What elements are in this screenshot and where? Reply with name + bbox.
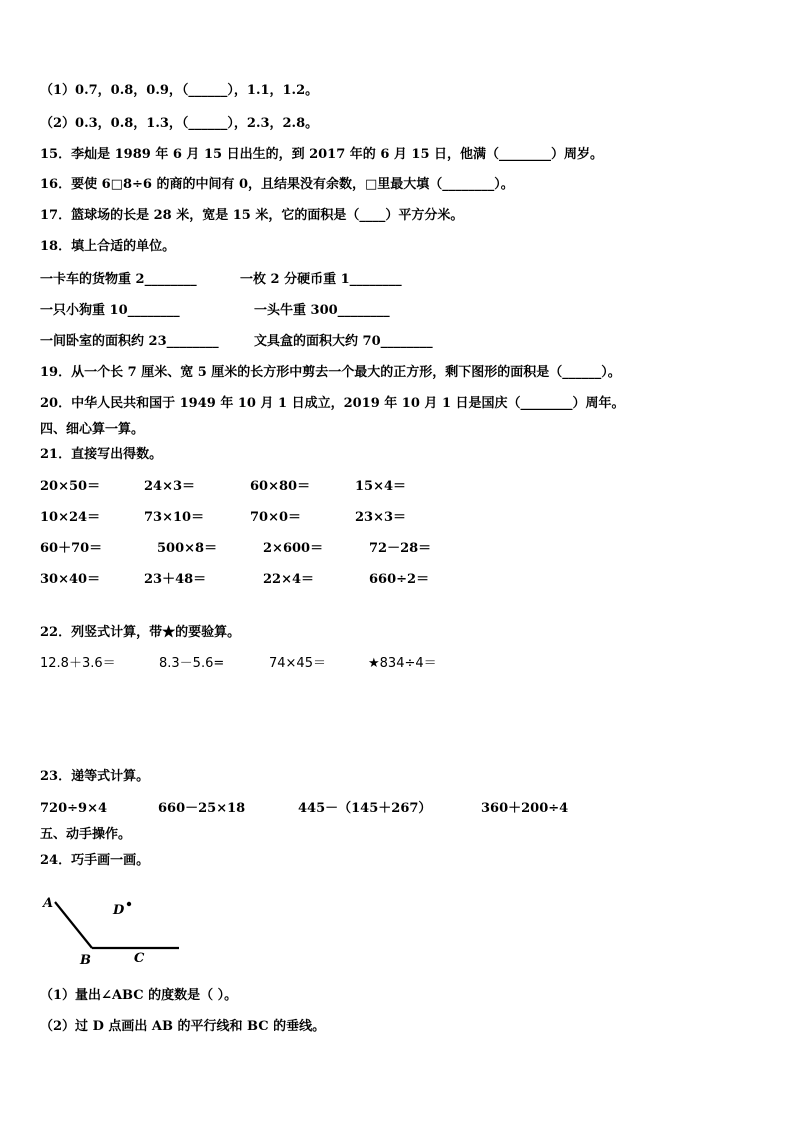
q21-cell: 15×4＝ xyxy=(355,479,407,494)
q18-item: 文具盒的面积大约 70________ xyxy=(254,334,433,349)
q21-cell: 70×0＝ xyxy=(250,510,302,525)
q22-item: 12.8＋3.6＝ xyxy=(40,656,116,671)
question-24-title: 24．巧手画一画。 xyxy=(40,853,150,868)
q21-cell: 22×4＝ xyxy=(263,572,315,587)
q22-item: 8.3－5.6= xyxy=(159,656,225,671)
q18-item: 一间卧室的面积约 23________ xyxy=(40,334,219,349)
q23-item: 660－25×18 xyxy=(158,801,246,816)
q22-item: 74×45＝ xyxy=(269,656,326,671)
q21-cell: 30×40＝ xyxy=(40,572,101,587)
q23-item: 445－（145＋267） xyxy=(298,801,432,816)
angle-abc-figure xyxy=(38,888,188,968)
q14-part2: （2）0.3，0.8，1.3，（______），2.3，2.8。 xyxy=(40,116,319,131)
q21-cell: 73×10＝ xyxy=(144,510,205,525)
q21-cell: 20×50＝ xyxy=(40,479,101,494)
q18-item: 一卡车的货物重 2________ xyxy=(40,272,197,287)
question-16: 16．要使 6□8÷6 的商的中间有 0，且结果没有余数，□里最大填（________）。 xyxy=(40,177,514,192)
ray-ba xyxy=(55,902,92,948)
section-5-heading: 五、动手操作。 xyxy=(40,827,132,842)
question-17: 17．篮球场的长是 28 米，宽是 15 米，它的面积是（____）平方分米。 xyxy=(40,208,464,223)
q21-cell: 500×8＝ xyxy=(157,541,218,556)
q18-item: 一只小狗重 10________ xyxy=(40,303,180,318)
q18-item: 一头牛重 300________ xyxy=(254,303,390,318)
label-b: B xyxy=(80,953,91,968)
point-d xyxy=(127,902,131,906)
question-19: 19．从一个长 7 厘米、宽 5 厘米的长方形中剪去一个最大的正方形，剩下图形的面积是（______）。 xyxy=(40,365,621,380)
q23-item: 720÷9×4 xyxy=(40,801,108,816)
q14-part1: （1）0.7，0.8，0.9，（______），1.1，1.2。 xyxy=(40,83,319,98)
question-18-title: 18．填上合适的单位。 xyxy=(40,239,176,254)
q21-cell: 72－28＝ xyxy=(369,541,432,556)
q21-cell: 23＋48＝ xyxy=(144,572,207,587)
question-23-title: 23．递等式计算。 xyxy=(40,769,150,784)
label-d: D xyxy=(113,903,125,918)
q23-item: 360＋200÷4 xyxy=(481,801,569,816)
q21-cell: 10×24＝ xyxy=(40,510,101,525)
q21-cell: 2×600＝ xyxy=(263,541,324,556)
q24-part1: （1）量出∠ABC 的度数是（ ）。 xyxy=(40,988,238,1003)
q21-cell: 660÷2＝ xyxy=(369,572,430,587)
q24-part2: （2）过 D 点画出 AB 的平行线和 BC 的垂线。 xyxy=(40,1019,326,1034)
question-21-title: 21．直接写出得数。 xyxy=(40,447,163,462)
q21-cell: 60＋70＝ xyxy=(40,541,103,556)
q18-item: 一枚 2 分硬币重 1________ xyxy=(240,272,402,287)
label-a: A xyxy=(43,896,54,911)
question-22-title: 22．列竖式计算，带★的要验算。 xyxy=(40,625,241,640)
section-4-heading: 四、细心算一算。 xyxy=(40,422,145,437)
q21-cell: 23×3＝ xyxy=(355,510,407,525)
q22-item: ★834÷4＝ xyxy=(368,656,437,671)
question-15: 15．李灿是 1989 年 6 月 15 日出生的，到 2017 年的 6 月 15 日，他满（________）周岁。 xyxy=(40,147,604,162)
q21-cell: 60×80＝ xyxy=(250,479,311,494)
question-20: 20．中华人民共和国于 1949 年 10 月 1 日成立，2019 年 10 月 1 日是国庆（________）周年。 xyxy=(40,396,625,411)
q21-cell: 24×3＝ xyxy=(144,479,196,494)
label-c: C xyxy=(134,951,145,966)
